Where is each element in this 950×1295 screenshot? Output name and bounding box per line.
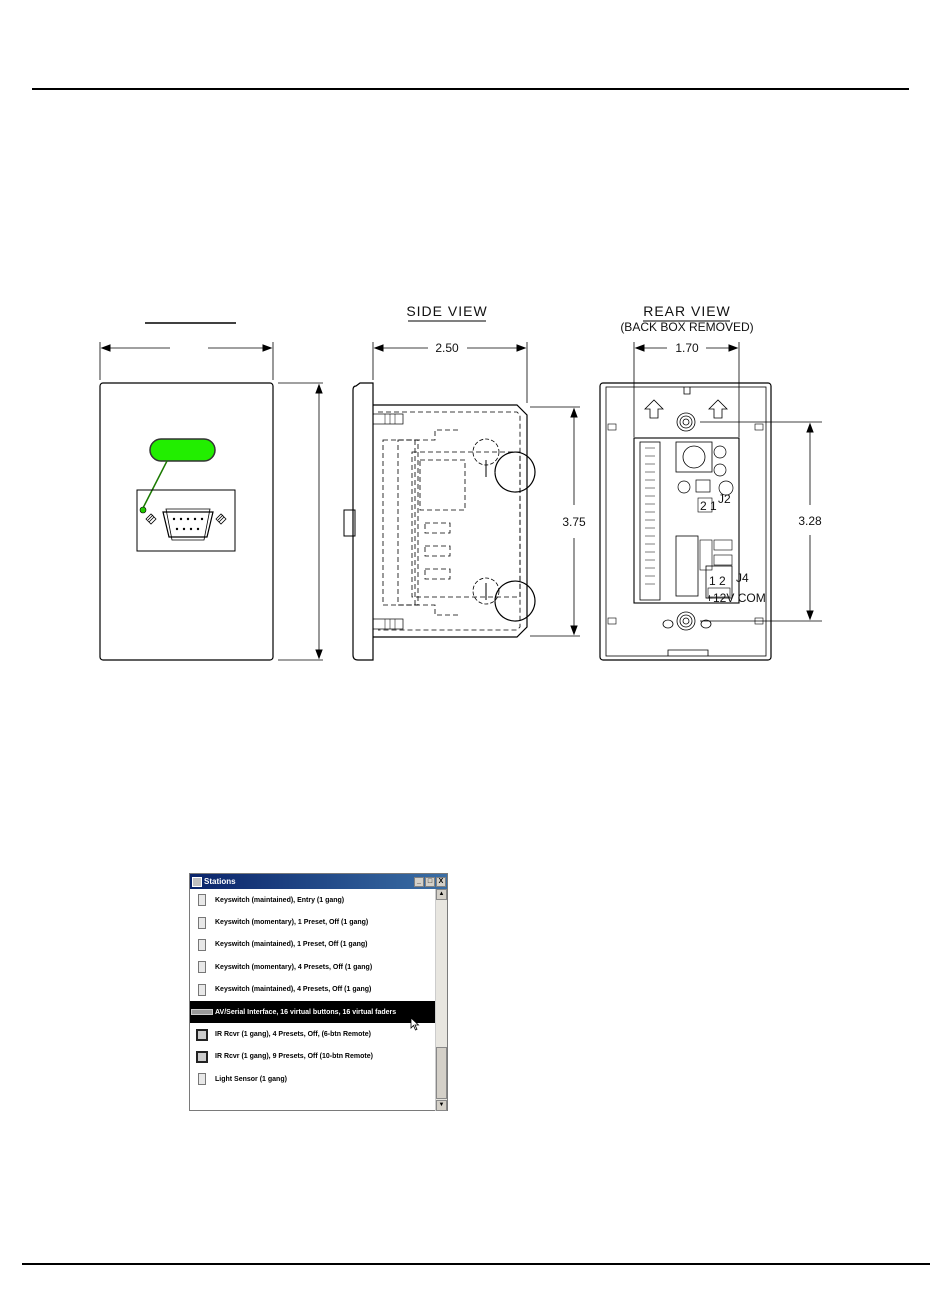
av-serial-icon	[191, 1009, 213, 1015]
list-item-label: Keyswitch (momentary), 1 Preset, Off (1 gang)	[215, 919, 369, 927]
list-item-label: IR Rcvr (1 gang), 4 Presets, Off, (6-btn Remote)	[215, 1031, 371, 1039]
scroll-up-icon[interactable]: ▲	[436, 889, 447, 900]
rear-view-subtitle: (BACK BOX REMOVED)	[620, 320, 754, 334]
minimize-button[interactable]: _	[414, 877, 424, 887]
rear-width-dimension: 1.70	[675, 341, 699, 355]
side-plate-profile	[353, 383, 373, 660]
technical-drawing	[0, 290, 950, 680]
scroll-down-icon[interactable]: ▼	[436, 1100, 447, 1111]
stations-body	[190, 889, 447, 1111]
list-item-label: Keyswitch (maintained), 4 Presets, Off (1 gang)	[215, 986, 372, 994]
list-item-label: Keyswitch (maintained), Entry (1 gang)	[215, 896, 345, 904]
j4-label: J4	[736, 571, 749, 585]
stations-app-icon	[192, 877, 202, 887]
keyswitch-icon	[198, 961, 206, 973]
list-item-label: Light Sensor (1 gang)	[215, 1075, 287, 1083]
stations-window[interactable]	[189, 873, 448, 1111]
list-item-label: Keyswitch (maintained), 1 Preset, Off (1 gang)	[215, 941, 368, 949]
bottom-rule	[22, 1263, 930, 1265]
ir-receiver-icon	[196, 1029, 208, 1041]
light-sensor-icon	[198, 1073, 206, 1085]
led-callout-badge	[150, 439, 215, 461]
close-button[interactable]: X	[436, 877, 446, 887]
top-rule	[32, 88, 909, 90]
rear-view-title: REAR VIEW	[643, 303, 731, 319]
led-indicator	[140, 507, 146, 513]
stations-titlebar[interactable]	[190, 874, 447, 889]
side-view	[344, 303, 586, 660]
front-view	[100, 323, 323, 660]
list-item[interactable]	[190, 911, 436, 933]
mouse-cursor-icon	[410, 1017, 420, 1031]
list-item[interactable]	[190, 1023, 436, 1045]
maximize-button[interactable]: □	[425, 877, 435, 887]
scroll-thumb[interactable]	[436, 1047, 447, 1099]
list-item[interactable]	[190, 979, 436, 1001]
j4-terminals: +12V COM	[706, 591, 766, 605]
list-item[interactable]	[190, 934, 436, 956]
j2-label: J2	[718, 492, 731, 506]
stations-list[interactable]	[190, 889, 436, 1111]
side-height-dimension: 3.75	[562, 515, 586, 529]
vertical-scrollbar[interactable]	[435, 889, 447, 1111]
rear-plate	[600, 383, 771, 660]
list-item[interactable]	[190, 1068, 436, 1090]
window-title: Stations	[204, 877, 236, 886]
list-item-label: IR Rcvr (1 gang), 9 Presets, Off (10-btn Remote)	[215, 1053, 373, 1061]
list-item[interactable]	[190, 956, 436, 978]
side-width-dimension: 2.50	[435, 341, 459, 355]
list-item-label: Keyswitch (momentary), 4 Presets, Off (1 gang)	[215, 963, 373, 971]
list-item[interactable]	[190, 1046, 436, 1068]
keyswitch-icon	[198, 917, 206, 929]
list-item[interactable]	[190, 889, 436, 911]
rear-height-dimension: 3.28	[798, 514, 822, 528]
list-item-selected[interactable]	[190, 1001, 436, 1023]
keyswitch-icon	[198, 984, 206, 996]
keyswitch-icon	[198, 894, 206, 906]
rear-view	[600, 303, 822, 660]
list-item-label: AV/Serial Interface, 16 virtual buttons, 16 virtual faders	[215, 1008, 397, 1016]
ir-receiver-icon	[196, 1051, 208, 1063]
j4-pins: 1 2	[709, 574, 726, 588]
side-view-title: SIDE VIEW	[406, 303, 488, 319]
front-plate	[100, 383, 273, 660]
keyswitch-icon	[198, 939, 206, 951]
side-body	[373, 405, 527, 637]
j2-pins: 2 1	[700, 499, 717, 513]
